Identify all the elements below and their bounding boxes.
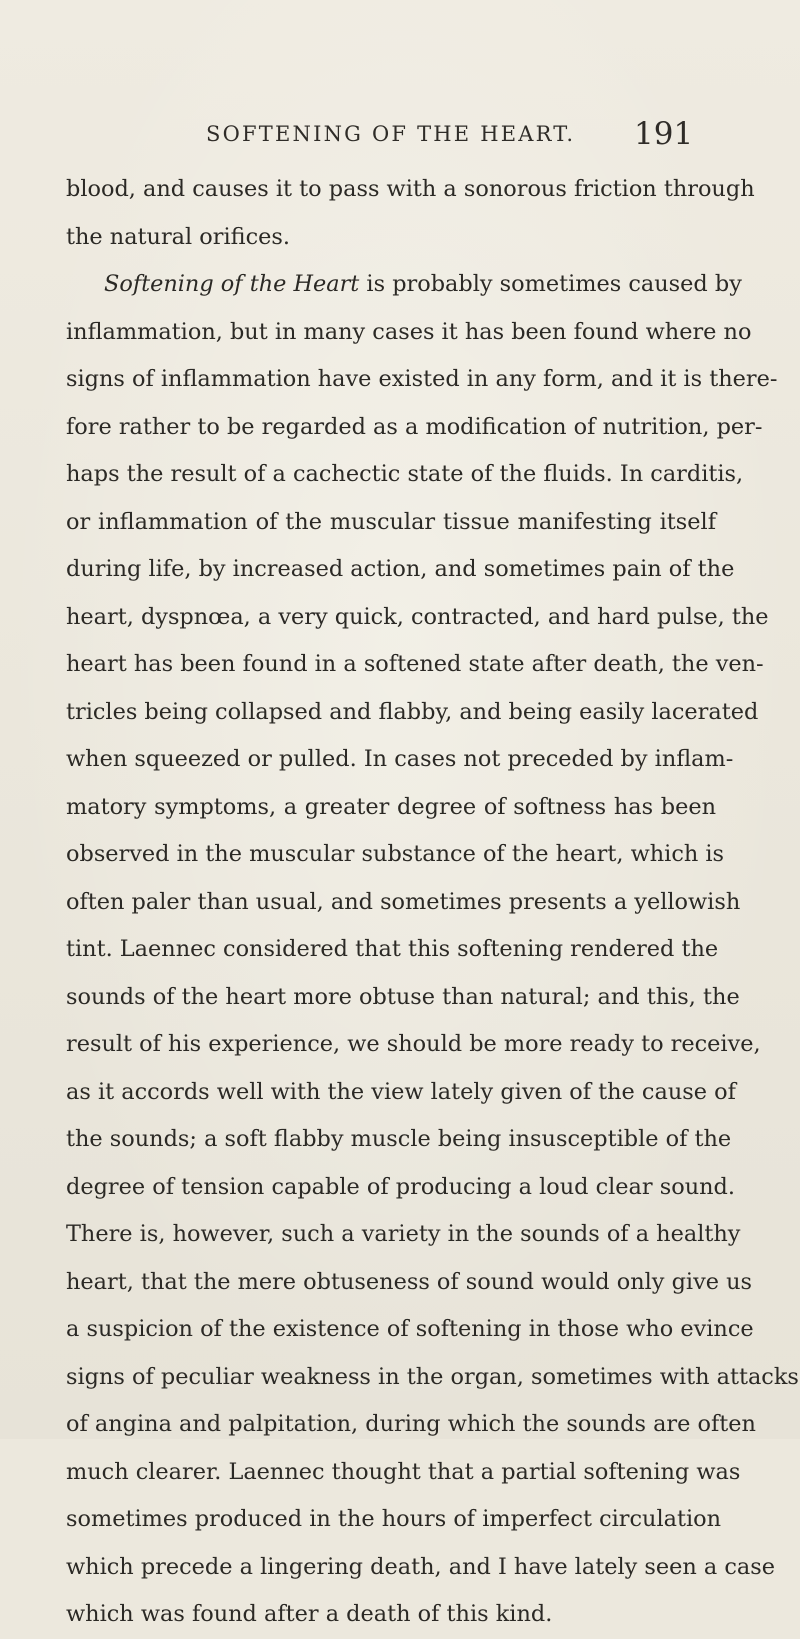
text-line: observed in the muscular substance of the heart, which is [66, 841, 725, 867]
text-line: inflammation, but in many cases it has been found where no [66, 318, 752, 345]
text-line: tint. Laennec considered that this softening rendered the [66, 936, 719, 962]
italic-heading: Softening of the Heart [104, 271, 360, 297]
text-line: which precede a lingering death, and I have lately seen a case [66, 1553, 776, 1580]
text-line: often paler than usual, and sometimes presents a yellowish [66, 888, 741, 915]
text-line: tricles being collapsed and flabby, and being easily lacerated [66, 698, 759, 725]
text-line: the sounds; a soft flabby muscle being insusceptible of the [66, 1126, 732, 1152]
paragraph-softening [66, 261, 799, 1639]
running-head [0, 116, 800, 156]
text-line: when squeezed or pulled. In cases not preceded by inflam- [66, 746, 734, 772]
text-line: sometimes produced in the hours of imperfect circulation [66, 1506, 722, 1532]
text-line: of angina and palpitation, during which the sounds are often [66, 1411, 756, 1437]
text-line: result of his experience, we should be more ready to receive, [66, 1031, 761, 1057]
text-line: blood, and causes it to pass with a sonorous friction through [66, 176, 755, 202]
page-number: 191 [634, 116, 694, 152]
text-line: fore rather to be regarded as a modification of nutrition, per- [66, 413, 763, 440]
paragraph-first-line [66, 261, 742, 309]
text-line: signs of inflammation have existed in any form, and it is there- [66, 366, 778, 392]
text-line: as it accords well with the view lately given of the cause of [66, 1078, 736, 1105]
text-line: matory symptoms, a greater degree of softness has been [66, 793, 716, 820]
text-line: the natural orifices. [66, 223, 290, 250]
text-line: heart, that the mere obtuseness of sound would only give us [66, 1268, 752, 1295]
text-line: which was found after a death of this kind. [66, 1601, 553, 1627]
text-line: heart, dyspnœa, a very quick, contracted, and hard pulse, the [66, 603, 769, 630]
text-line: degree of tension capable of producing a loud clear sound. [66, 1173, 735, 1200]
first-line-text: is probably sometimes caused by [359, 271, 742, 297]
text-line: heart has been found in a softened state after death, the ven- [66, 651, 764, 677]
text-line: a suspicion of the existence of softening in those who evince [66, 1316, 754, 1342]
text-line: or inflammation of the muscular tissue manifesting itself [66, 508, 716, 535]
text-line: signs of peculiar weakness in the organ, sometimes with attacks [66, 1363, 799, 1390]
running-title: SOFTENING OF THE HEART. [206, 122, 576, 146]
text-line: There is, however, such a variety in the sounds of a healthy [66, 1221, 741, 1247]
text-line: during life, by increased action, and sometimes pain of the [66, 556, 735, 582]
paragraph-continuation [66, 166, 755, 261]
text-line: sounds of the heart more obtuse than natural; and this, the [66, 983, 740, 1010]
text-line: haps the result of a cachectic state of the fluids. In carditis, [66, 461, 744, 487]
text-line: much clearer. Laennec thought that a partial softening was [66, 1458, 741, 1485]
